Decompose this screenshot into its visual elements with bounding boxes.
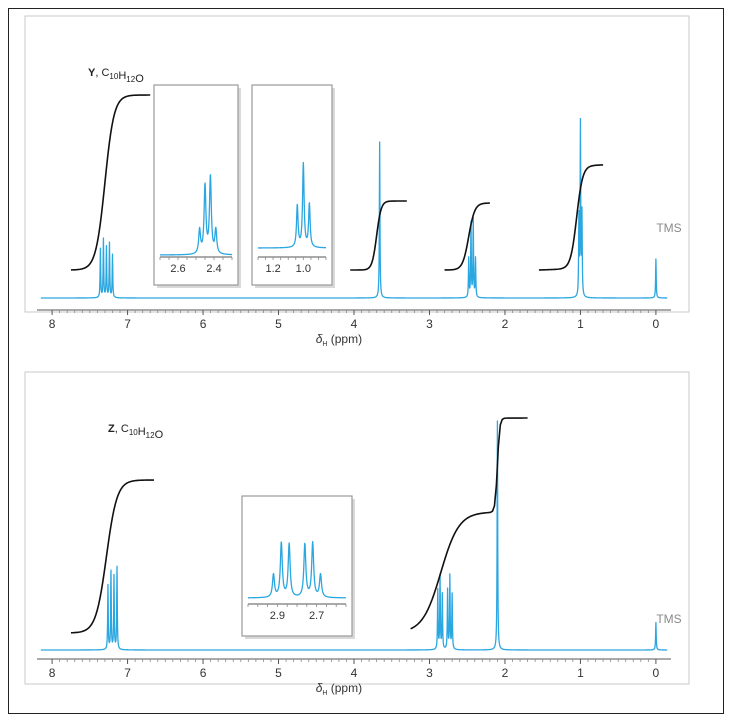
x-tick-label: 4	[350, 666, 358, 680]
x-tick-label: 1	[577, 666, 584, 680]
integral-curve-3	[539, 165, 603, 270]
xlabel-symbol: δ	[315, 681, 323, 695]
xlabel-subscript: H	[322, 690, 328, 697]
formula-part: O	[135, 73, 144, 85]
x-tick-label: 8	[48, 666, 56, 680]
x-tick-label: 5	[275, 666, 282, 680]
inset-tick-label: 2.9	[269, 610, 286, 622]
formula-part: Y	[88, 67, 96, 79]
spectrum-trace	[41, 119, 667, 298]
formula-part: H	[118, 70, 127, 82]
formula-part: C	[101, 67, 110, 79]
formula-part: 12	[145, 431, 155, 440]
spectrum-panel-z	[25, 372, 689, 697]
formula-part: ,	[95, 67, 102, 79]
formula-part: Z	[108, 423, 115, 435]
x-tick-label: 2	[501, 317, 509, 331]
inset-expansion	[154, 85, 241, 288]
formula-part: 10	[128, 428, 138, 437]
x-tick-label: 6	[199, 666, 207, 680]
x-tick-label: 4	[350, 317, 358, 331]
integral-curve-2	[445, 203, 490, 270]
formula-part: C	[120, 423, 129, 435]
x-tick-label: 0	[652, 666, 660, 680]
x-axis-label	[316, 681, 362, 697]
x-tick-label: 3	[426, 317, 433, 331]
xlabel-symbol: δ	[315, 332, 323, 346]
xlabel-unit: (ppm)	[327, 681, 363, 695]
inset-box	[242, 496, 352, 636]
integral-curve-0	[71, 95, 150, 270]
compound-label	[108, 423, 164, 441]
xlabel-subscript: H	[322, 341, 328, 348]
inset-expansion	[242, 496, 355, 639]
formula-part: 12	[126, 75, 136, 84]
xlabel-unit: (ppm)	[327, 332, 363, 346]
spectrum-panel-y	[25, 16, 689, 348]
x-tick-label: 3	[426, 666, 433, 680]
x-axis-label	[316, 332, 362, 348]
x-tick-label: 7	[124, 666, 131, 680]
formula-part: ,	[114, 423, 121, 435]
formula-part: 10	[109, 72, 119, 81]
x-tick-label: 8	[48, 317, 56, 331]
inset-box	[252, 85, 332, 285]
inset-tick-label: 2.6	[170, 263, 186, 275]
inset-tick-label: 2.7	[308, 610, 325, 622]
compound-label	[88, 67, 144, 85]
panel-border	[25, 372, 689, 684]
x-tick-label: 1	[577, 317, 584, 331]
x-tick-label: 2	[501, 666, 509, 680]
formula-part: O	[154, 429, 164, 441]
inset-tick-label: 2.4	[206, 263, 222, 275]
tms-label: TMS	[656, 612, 682, 626]
formula-part: H	[137, 426, 146, 438]
x-tick-label: 7	[124, 317, 131, 331]
integral-curve-0	[71, 480, 154, 633]
tms-label: TMS	[656, 221, 682, 235]
x-tick-label: 6	[199, 317, 207, 331]
inset-tick-label: 1.2	[265, 263, 281, 275]
x-tick-label: 0	[652, 317, 660, 331]
x-tick-label: 5	[275, 317, 282, 331]
integral-curve-1	[411, 418, 528, 629]
panel-border	[25, 16, 689, 312]
inset-expansion	[252, 85, 335, 288]
inset-tick-label: 1.0	[295, 263, 311, 275]
